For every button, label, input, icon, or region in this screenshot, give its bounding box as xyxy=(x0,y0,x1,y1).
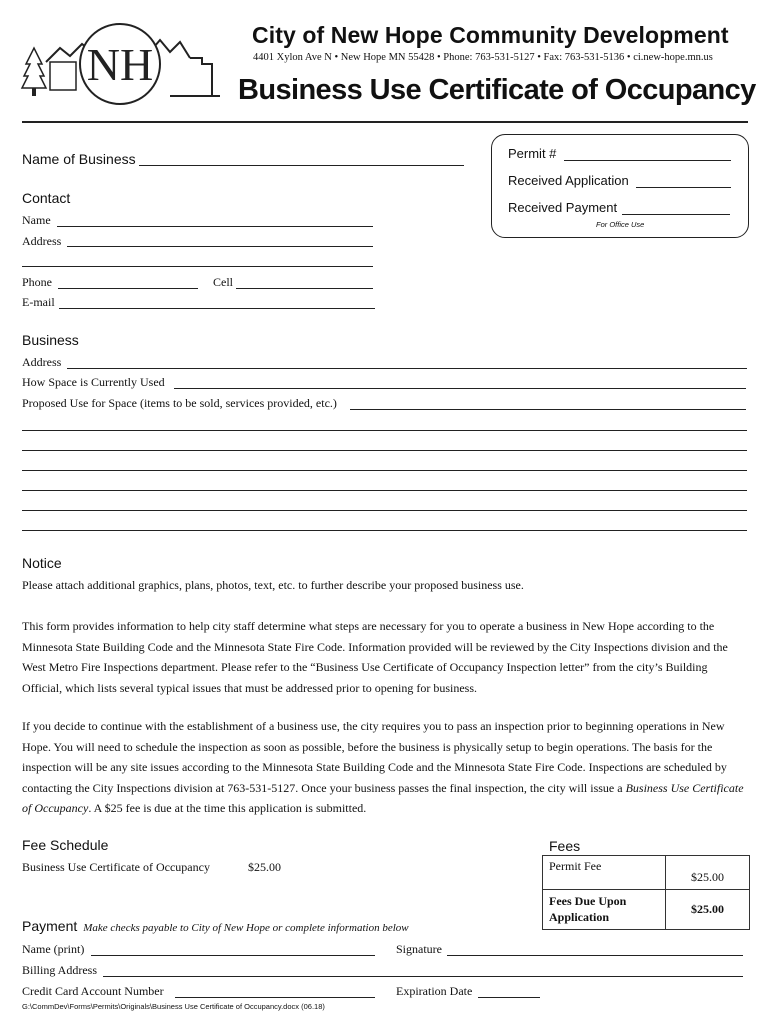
business-name-label: Name of Business xyxy=(22,151,136,167)
proposed-use-line-6[interactable] xyxy=(22,530,747,531)
document-title: Business Use Certificate of Occupancy xyxy=(238,74,756,106)
org-title: City of New Hope Community Development xyxy=(252,22,729,48)
permit-fee-value: $25.00 xyxy=(666,856,750,890)
contact-heading: Contact xyxy=(22,190,71,206)
office-use-note: For Office Use xyxy=(596,220,645,229)
footer-file-path: G:\CommDev\Forms\Permits\Originals\Business Use Certificate of Occupancy.docx (06.18) xyxy=(22,1002,325,1011)
contact-phone-field[interactable] xyxy=(58,288,198,289)
contact-phone-label: Phone xyxy=(22,275,52,289)
permit-number-field[interactable] xyxy=(564,160,731,161)
fees-due-value: $25.00 xyxy=(666,890,750,930)
contact-name-label: Name xyxy=(22,213,51,227)
org-address-line: 4401 Xylon Ave N • New Hope MN 55428 • Phone: 763-531-5127 • Fax: 763-531-5136 • ci.new-hope.mn.us xyxy=(253,52,713,63)
payment-name-label: Name (print) xyxy=(22,942,85,956)
current-use-field[interactable] xyxy=(174,388,746,389)
logo-letters: NH xyxy=(86,39,154,90)
received-payment-field[interactable] xyxy=(622,214,730,215)
proposed-use-line-4[interactable] xyxy=(22,490,747,491)
proposed-use-field[interactable] xyxy=(350,409,746,410)
city-logo-graphic xyxy=(20,18,220,110)
contact-address-field-2[interactable] xyxy=(22,266,373,267)
business-address-field[interactable] xyxy=(67,368,747,369)
signature-field[interactable] xyxy=(447,955,743,956)
proposed-use-label: Proposed Use for Space (items to be sold, services provided, etc.) xyxy=(22,396,337,410)
notice-paragraph-2-end: . A $25 fee is due at the time this application is submitted. xyxy=(88,801,367,816)
contact-email-field[interactable] xyxy=(59,308,375,309)
fees-heading: Fees xyxy=(549,838,581,854)
current-use-label: How Space is Currently Used xyxy=(22,375,165,389)
contact-address-field[interactable] xyxy=(67,246,373,247)
contact-cell-field[interactable] xyxy=(236,288,373,289)
billing-address-field[interactable] xyxy=(103,976,743,977)
contact-email-label: E-mail xyxy=(22,295,55,309)
fee-schedule-amount: $25.00 xyxy=(248,860,281,874)
expiration-label: Expiration Date xyxy=(396,984,473,998)
permit-number-label: Permit # xyxy=(508,146,557,161)
fee-schedule-heading: Fee Schedule xyxy=(22,837,109,853)
notice-heading: Notice xyxy=(22,555,62,571)
notice-attach-text: Please attach additional graphics, plans, photos, text, etc. to further describe your proposed business use. xyxy=(22,578,524,592)
fees-row-due xyxy=(543,890,750,930)
billing-address-label: Billing Address xyxy=(22,963,98,977)
business-heading: Business xyxy=(22,332,79,348)
fees-table xyxy=(542,855,750,930)
contact-cell-label: Cell xyxy=(213,275,233,289)
fees-due-label-line-2: Application xyxy=(549,910,610,924)
business-name-field[interactable] xyxy=(139,165,464,166)
city-logo xyxy=(20,18,220,110)
signature-label: Signature xyxy=(396,942,442,956)
fee-schedule-item: Business Use Certificate of Occupancy xyxy=(22,860,210,874)
header-rule xyxy=(22,121,748,123)
fees-due-label-line-1: Fees Due Upon xyxy=(549,894,627,908)
contact-address-label: Address xyxy=(22,234,62,248)
payment-heading: Payment xyxy=(22,918,78,934)
notice-paragraph-2-main: If you decide to continue with the establishment of a business use, the city requires you to pass an inspection prior to beginning operations in New Hope. You will need to schedule the inspection as soon as possible, before the business is physically setup to begin operations. The basis for the inspection will be any site issues according to the Minnesota State Building Code and the Minnesota State Fire Code. Inspections are scheduled by contacting the City Inspections division at 763-531-5127. Once your business passes the final inspection, the city will issue a xyxy=(22,719,727,795)
card-number-field[interactable] xyxy=(175,997,375,998)
received-application-field[interactable] xyxy=(636,187,731,188)
payment-name-field[interactable] xyxy=(91,955,375,956)
expiration-field[interactable] xyxy=(478,997,540,998)
proposed-use-line-1[interactable] xyxy=(22,430,747,431)
proposed-use-line-3[interactable] xyxy=(22,470,747,471)
fees-row-permit xyxy=(543,856,750,890)
permit-fee-label: Permit Fee xyxy=(543,856,666,890)
contact-name-field[interactable] xyxy=(57,226,373,227)
notice-paragraph-1: This form provides information to help city staff determine what steps are necessary for you to operate a business in New Hope according to the Minnesota State Building Code and the Minnesota State Fire Code. Information provided will be reviewed by the City Inspections division and the West Metro Fire Inspections department. Please refer to the “Business Use Certificate of Occupancy Inspection letter” from the city’s Building Official, which lists several typical issues that must be addressed prior to opening for business. xyxy=(22,619,728,695)
proposed-use-line-2[interactable] xyxy=(22,450,747,451)
business-address-label: Address xyxy=(22,355,62,369)
payment-heading-row xyxy=(22,918,409,936)
notice-paragraph-2-certificate: Business Use Certificate of Occupancy xyxy=(22,780,744,816)
proposed-use-line-5[interactable] xyxy=(22,510,747,511)
card-number-label: Credit Card Account Number xyxy=(22,984,164,998)
received-payment-label: Received Payment xyxy=(508,200,618,215)
notice-paragraph-2 xyxy=(22,716,748,819)
payment-instruction: Make checks payable to City of New Hope or complete information below xyxy=(83,922,409,934)
received-application-label: Received Application xyxy=(508,173,629,188)
fees-due-label xyxy=(543,890,666,930)
